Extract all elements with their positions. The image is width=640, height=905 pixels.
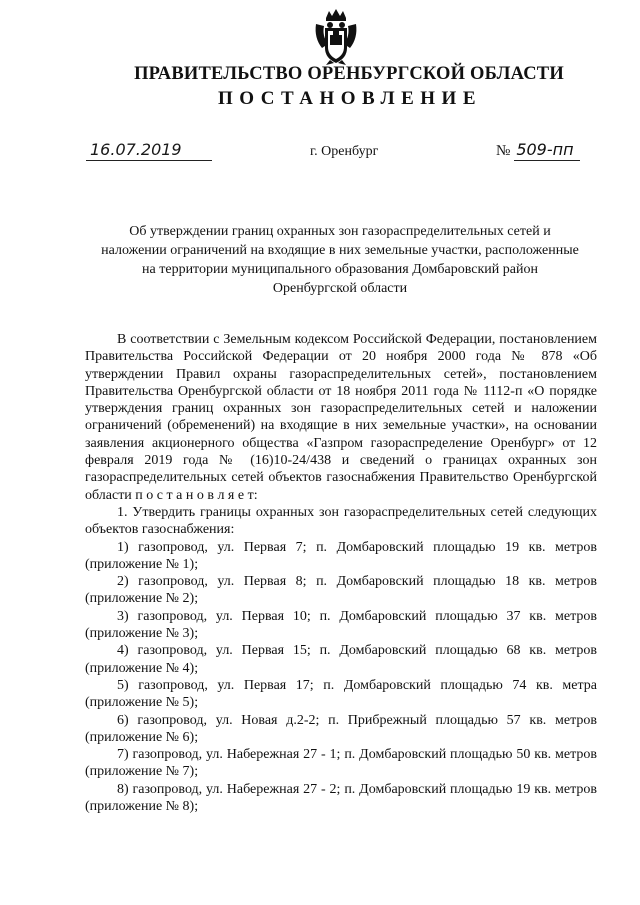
list-item: 8) газопровод, ул. Набережная 27 - 2; п. Домбаровский площадью 19 кв. метров (приложение № 8); (85, 781, 597, 815)
list-item: 6) газопровод, ул. Новая д.2-2; п. Прибрежный площадью 57 кв. метров (приложение № 6); (85, 712, 597, 745)
preamble-paragraph: В соответствии с Земельным кодексом Российской Федерации, постановлением Правительства Российской Федерации от 20 ноября 2000 года № 878 «Об утверждении Правил охраны газораспределительных сетей», постановлением Правительства Оренбургской области от 18 ноября 2011 года № 1112-п «О порядке утверждения границ охранных зон газораспределительных сетей и наложении ограничений (обременений) на входящие в них земельные участки», на основании заявления акционерного общества «Газпром газораспределение Оренбург» от 12 февраля 2019 года № (16)10-24/438 и сведений о границах охранных зон газораспределительных сетей объектов газоснабжения Правительство Оренбургской области п о с т а н о в л я е т: (85, 332, 597, 503)
list-item: 2) газопровод, ул. Первая 8; п. Домбаровский площадью 18 кв. метров (приложение № 2); (85, 574, 597, 607)
coat-of-arms-emblem (312, 8, 360, 66)
number-sign: № (496, 143, 511, 159)
list-item: 3) газопровод, ул. Первая 10; п. Домбаровский площадью 37 кв. метров (приложение № 3); (85, 608, 597, 642)
document-body (85, 331, 597, 815)
point-1-paragraph: 1. Утвердить границы охранных зон газораспределительных сетей следующих объектов газоснабжения: (85, 504, 597, 538)
document-subject: Об утверждении границ охранных зон газораспределительных сетей и наложении ограничений на входящие в них земельные участки, расположенные на территории муниципального образования Домбаровский район Оренбургской области (101, 224, 579, 296)
list-item: 7) газопровод, ул. Набережная 27 - 1; п. Домбаровский площадью 50 кв. метров (приложение № 7); (85, 747, 597, 780)
document-number (496, 140, 580, 160)
list-item: 4) газопровод, ул. Первая 15; п. Домбаровский площадью 68 кв. метров (приложение № 4); (85, 643, 597, 676)
document-type-title: ПОСТАНОВЛЕНИЕ (217, 88, 483, 109)
number-value: 509-пп (514, 140, 579, 161)
list-item: 1) газопровод, ул. Первая 7; п. Домбаровский площадью 19 кв. метров (приложение № 1); (85, 539, 597, 572)
government-title: ПРАВИТЕЛЬСТВО ОРЕНБУРГСКОЙ ОБЛАСТИ (134, 64, 564, 84)
document-city: г. Оренбург (310, 144, 379, 159)
document-date: 16.07.2019 (86, 140, 212, 161)
list-item: 5) газопровод, ул. Первая 17; п. Домбаровский площадью 74 кв. метра (приложение № 5); (85, 677, 597, 711)
